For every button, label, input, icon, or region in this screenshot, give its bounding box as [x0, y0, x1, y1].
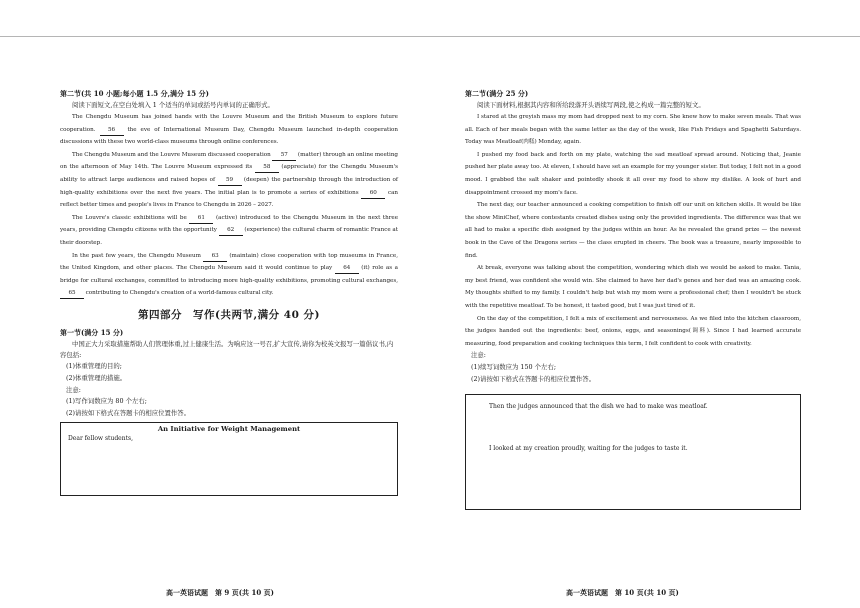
- section-instruction: 阅读下面短文,在空白处填入 1 个适当的单词或括号内单词的正确形式。: [72, 101, 274, 109]
- part-title: 第四部分 写作(共两节,满分 40 分): [137, 308, 320, 321]
- page-footer: 高一英语试题 第 9 页(共 10 页): [166, 588, 274, 597]
- blank-59[interactable]: 59: [218, 176, 242, 186]
- note-label: 注意:: [66, 385, 81, 394]
- paragraph-3: [60, 212, 398, 250]
- text: (appreciate) for the Chengdu Museum's ability to attract large audiences and raised hopes of: [60, 164, 399, 183]
- page-footer: 高一英语试题 第 10 页(共 10 页): [566, 588, 679, 597]
- left-page: [60, 88, 398, 496]
- paragraph-1: [60, 111, 398, 149]
- section-heading: 第一节(满分 15 分): [60, 327, 124, 337]
- text: can reflect better times and people's lives in France to Chengdu in 2026 – 2027.: [60, 189, 399, 209]
- story-paragraph: On the day of the competition, I felt a mix of excitement and nervousness. As we filed into the kitchen classroom, the judges handed out the ingredients: beef, onions, eggs, and seasonings(调料). Since I had learned accurate measuring, food preparation and cooking techniques this term, I felt confident to cook with creativity.: [465, 315, 801, 347]
- note-1: (1)写作词数应为 80 个左右;: [66, 397, 147, 406]
- blank-58[interactable]: 58: [255, 163, 279, 173]
- text: The Louvre's classic exhibitions will be: [72, 214, 187, 221]
- text: The Chengdu Museum and the Louvre Museum discussed cooperation: [72, 151, 271, 158]
- blank-61[interactable]: 61: [189, 214, 213, 224]
- text: contributing to Chengdu's creation of a world-famous cultural city.: [85, 290, 274, 297]
- top-rule: [0, 36, 860, 37]
- text: (active) introduced to the Chengdu Museum in the next three years, providing Chengdu citizens with the opportunity: [60, 214, 399, 234]
- section-instruction: 中国正大力采取措施帮助人们管理体重,过上健康生活。为响应这一号召,扩大宣传,请你为校英文报写一篇倡议书,内容包括:: [60, 339, 394, 359]
- note-label: 注意:: [471, 351, 486, 360]
- box-greeting: Dear fellow students,: [68, 434, 133, 442]
- text: (it) role as a bridge for cultural exchanges, committed to introducing more high-quality exhibitions, promoting cultural exchanges,: [60, 265, 399, 284]
- text: (matter) through an online meeting on the afternoon of May 14th. The Louvre Museum expressed its: [60, 151, 399, 171]
- right-page: [465, 88, 801, 510]
- text: the eve of International Museum Day, Chengdu Museum launched in-depth cooperation discussions with these two world-class museums through online conferences.: [60, 126, 398, 146]
- blank-63[interactable]: 63: [203, 252, 227, 262]
- text: (experience) the cultural charm of romantic France at their doorstep.: [60, 227, 399, 246]
- answer-box[interactable]: [465, 394, 801, 510]
- blank-62[interactable]: 62: [219, 226, 243, 236]
- story-paragraph: At break, everyone was talking about the competition, wondering which dish we would be asked to make. Tania, my best friend, was confident she would win. She claimed to have her dad's genes and her dad was an amazing cook. My thoughts shifted to my family. I couldn't help but wish my mom were a professional chef; then I wouldn't be stuck with the repetitive meatloaf. To be honest, it tasted good, but I was just tired of it.: [465, 265, 801, 309]
- story-paragraph: The next day, our teacher announced a cooking competition to finish off our unit on kitchen skills. It would be like the show MiniChef, where contestants created dishes using only the provided ingredients. The difference was that we all had to make a specific dish assigned by the judges within an hour. As he revealed the grand prize — the newest book in the Cave of the Dragons series — the class erupted in cheers. The book was a treasure, nearly impossible to find.: [465, 202, 801, 259]
- note-2: (2)请按如下格式在答题卡的相应位置作答。: [471, 374, 596, 383]
- answer-box[interactable]: [60, 422, 398, 496]
- text: The Chengdu Museum has joined hands with the Louvre Museum and the British Museum to explore future cooperation.: [60, 114, 398, 133]
- text: In the past few years, the Chengdu Museum: [72, 252, 201, 259]
- blank-60[interactable]: 60: [361, 189, 385, 199]
- requirement-1: (1)体重管理的目的;: [66, 361, 122, 370]
- blank-56[interactable]: 56: [100, 126, 124, 136]
- note-1: (1)续写词数应为 150 个左右;: [471, 363, 556, 372]
- box-title: An Initiative for Weight Management: [157, 424, 301, 433]
- blank-57[interactable]: 57: [272, 151, 296, 161]
- blank-65[interactable]: 65: [60, 289, 84, 299]
- continuation-start-1: Then the judges announced that the dish we had to make was meatloaf.: [489, 402, 708, 410]
- story-paragraph: I stared at the greyish mass my mom had dropped next to my corn. She knew how to make seven meals. That was all. Each of her meals began with the same letter as the day of the week, like Fish Fridays and Spaghetti Saturdays. Today was Meatloaf(肉糕) Monday, again.: [465, 114, 801, 146]
- continuation-start-2: I looked at my creation proudly, waiting for the judges to taste it.: [489, 444, 688, 452]
- paragraph-2: [60, 149, 398, 212]
- story-paragraph: I pushed my food back and forth on my plate, watching the sad meatloaf spread around. Noticing that, Jeanie pushed her plate away too. At eleven, I should have set an example for my younger sister. But today, I felt not in a good mood. I grabbed the salt shaker and pointedly shook it all over my food to show my dislike. A look of hurt and disappointment crossed my mom's face.: [465, 151, 801, 196]
- text: (maintain) close cooperation with top museums in France, the United Kingdom, and other places. The Chengdu Museum said it would continue to play: [60, 252, 399, 272]
- blank-64[interactable]: 64: [335, 264, 359, 274]
- paragraph-4: [60, 250, 398, 300]
- text: (deepen) the partnership through the introduction of high-quality exhibitions over the next five years. The initial plan is to promote a series of exhibitions: [60, 176, 398, 196]
- section-heading: 第二节(共 10 小题;每小题 1.5 分,满分 15 分): [60, 89, 209, 98]
- section-heading: 第二节(满分 25 分): [465, 89, 529, 98]
- section-instruction: 阅读下面材料,根据其内容和所给段落开头语续写两段,使之构成一篇完整的短文。: [477, 101, 705, 109]
- requirement-2: (2)体重管理的措施。: [66, 373, 127, 382]
- note-2: (2)请按如下格式在答题卡的相应位置作答。: [66, 409, 191, 418]
